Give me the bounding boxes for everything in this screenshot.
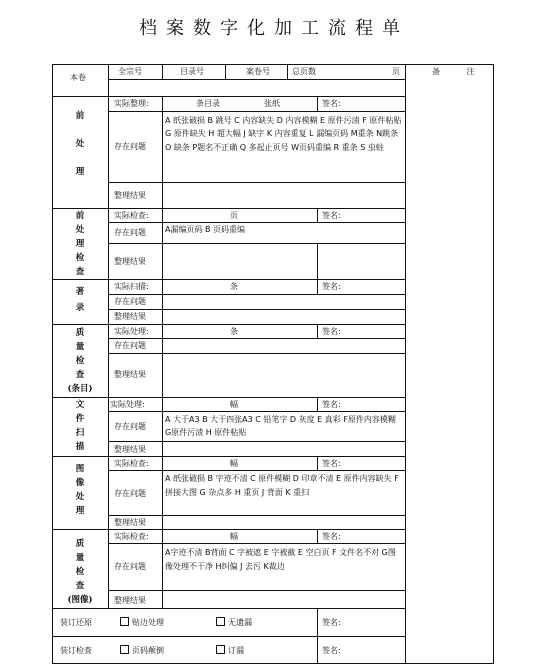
unit-text: 页 — [230, 211, 238, 220]
row-line — [108, 111, 405, 112]
problems-label: 存在问题 — [114, 297, 146, 306]
sign-divider — [317, 529, 318, 543]
option-checkbox-2[interactable] — [216, 617, 252, 628]
sign-divider — [317, 608, 318, 664]
checkbox-icon — [120, 645, 129, 654]
problems-text: A 纸张破损 B 跳号 C 内容缺失 D 内容模糊 E 原件污渍 F 原件粘贴 G 原件缺失 H 超大幅 J 缺字 K 内容重复 L 漏编页码 M重条 N跳条 O 缺条 P题名不正确 Q 多起止页号 W页码重编 R 重条 S 虫蛀 — [165, 116, 402, 152]
result-label: 整理结果 — [114, 191, 146, 200]
actual-label: 实际检查: — [114, 459, 149, 468]
muluhao-label: 目录号 — [180, 67, 204, 76]
header-divider — [225, 64, 226, 79]
unit-text: 幅 — [230, 400, 238, 409]
option-label: 订漏 — [228, 646, 244, 655]
sign-divider — [317, 456, 318, 470]
option-label: 页码颠倒 — [132, 646, 164, 655]
option-checkbox-1[interactable] — [120, 617, 164, 628]
sign-divider — [317, 324, 318, 338]
checkbox-icon — [216, 617, 225, 626]
result-label: 整理结果 — [114, 596, 146, 605]
section-divider — [52, 608, 405, 609]
row-line — [108, 294, 405, 295]
section-divider — [52, 324, 405, 325]
section-divider — [52, 456, 405, 457]
problems-label: 存在问题 — [114, 422, 146, 431]
section-divider — [52, 279, 405, 280]
actual-label: 实际检查: — [114, 211, 149, 220]
section-divider — [52, 636, 405, 637]
form-title: 档案数字化加工流程单 — [139, 18, 409, 39]
header-label: 本卷 — [70, 73, 86, 82]
row-line — [108, 411, 405, 412]
result-label: 整理结果 — [114, 370, 146, 379]
section-divider — [52, 529, 405, 530]
row-line — [108, 543, 405, 544]
sign-divider — [317, 279, 318, 294]
row-line — [108, 515, 405, 516]
unit-text: 条 — [230, 282, 238, 291]
sign-label: 签名: — [322, 99, 341, 108]
problems-text: A字迹不清 B背面 C 字被遮 E 字被截 E 空白页 F 文件名不对 G图像处理不干净 H纠偏 J 去污 K裁边 — [165, 548, 396, 571]
table-border-bottom — [52, 663, 494, 664]
sign-divider — [317, 96, 318, 111]
section-pre-check: 前 处 理 检 查 — [75, 211, 85, 277]
sign-label: 签名: — [322, 532, 341, 541]
problems-label: 存在问题 — [114, 562, 146, 571]
section-image-processing: 图 像 处 理 — [75, 464, 85, 516]
row-line — [108, 222, 405, 223]
section-pre-process: 前 处 理 — [75, 111, 85, 177]
col-line-section — [108, 64, 109, 608]
option-label: 无遗漏 — [228, 618, 252, 627]
result-label: 整理结果 — [114, 518, 146, 527]
problems-label: 存在问题 — [114, 489, 146, 498]
section-scan: 文 件 扫 描 — [75, 400, 85, 452]
row-line — [108, 470, 405, 471]
row-line — [108, 590, 405, 591]
sign-label: 签名: — [322, 400, 341, 409]
actual-label: 实际处理: — [110, 400, 145, 409]
notes-label: 备 注 — [432, 67, 487, 76]
table-border-right — [493, 64, 494, 664]
checkbox-icon — [216, 645, 225, 654]
unit-text: 条目录 — [196, 99, 220, 108]
problems-label: 存在问题 — [114, 228, 146, 237]
section-qc-catalog: 质 量 检 查 (条目) — [67, 328, 93, 394]
actual-label: 实际检查: — [114, 532, 149, 541]
row-line — [108, 353, 405, 354]
header-divider — [162, 64, 163, 79]
sign-label: 签名: — [322, 646, 341, 655]
result-label: 整理结果 — [114, 257, 146, 266]
section-qc-image: 质 量 检 查 (图像) — [67, 539, 93, 605]
sign-label: 签名: — [322, 618, 341, 627]
row-line — [108, 182, 405, 183]
sign-divider — [317, 243, 318, 279]
section-divider — [52, 96, 405, 97]
anjuanhao-label: 案卷号 — [246, 67, 270, 76]
actual-label: 实际处理: — [114, 327, 149, 336]
col-line-notes — [405, 64, 406, 664]
option-checkbox-4[interactable] — [216, 645, 244, 656]
actual-label: 实际整理: — [114, 99, 149, 108]
ye-label: 页 — [392, 67, 400, 76]
unit-text: 幅 — [230, 459, 238, 468]
section-catalog: 著 录 — [75, 287, 85, 313]
problems-text: A漏编页码 B 页码重编 — [165, 225, 246, 234]
result-label: 整理结果 — [114, 445, 146, 454]
sign-divider — [317, 208, 318, 222]
table-border-top — [52, 64, 494, 65]
problems-label: 存在问题 — [114, 341, 146, 350]
unit-text: 张纸 — [264, 99, 280, 108]
problems-text: A 大于A3 B 大于四张A3 C 铅笔字 D 灰度 E 真彩 F原件内容模糊 G原件污渍 H 原件粘贴 — [165, 415, 396, 437]
row-line — [108, 441, 405, 442]
checkbox-icon — [120, 617, 129, 626]
actual-label: 实际扫描: — [114, 282, 149, 291]
option-checkbox-3[interactable] — [120, 645, 164, 656]
quanzonghao-label: 全宗号 — [118, 67, 142, 76]
sign-label: 签名: — [322, 211, 341, 220]
binding-label: 装订还原 — [60, 618, 92, 627]
unit-text: 条 — [230, 327, 238, 336]
sign-label: 签名: — [322, 459, 341, 468]
result-label: 整理结果 — [114, 312, 146, 321]
bind-check-label: 装订检查 — [60, 646, 92, 655]
problems-label: 存在问题 — [114, 142, 146, 151]
header-underline — [108, 79, 405, 80]
row-line — [108, 338, 405, 339]
sign-label: 签名: — [322, 327, 341, 336]
col-line-label — [162, 96, 163, 608]
zongyeshu-label: 总页数 — [292, 67, 316, 76]
problems-text: A 纸张破损 B 字迹不清 C 原件模糊 D 印章不清 E 原件内容缺失 F 拼接大图 G 杂点多 H 重页 J 背面 K 重扫 — [165, 474, 399, 497]
option-label: 贴边处理 — [132, 618, 164, 627]
row-line — [108, 309, 405, 310]
header-divider — [287, 64, 288, 79]
unit-text: 幅 — [230, 532, 238, 541]
process-form-table — [52, 64, 494, 664]
row-line — [108, 243, 405, 244]
sign-label: 签名: — [322, 282, 341, 291]
sign-divider — [317, 397, 318, 411]
